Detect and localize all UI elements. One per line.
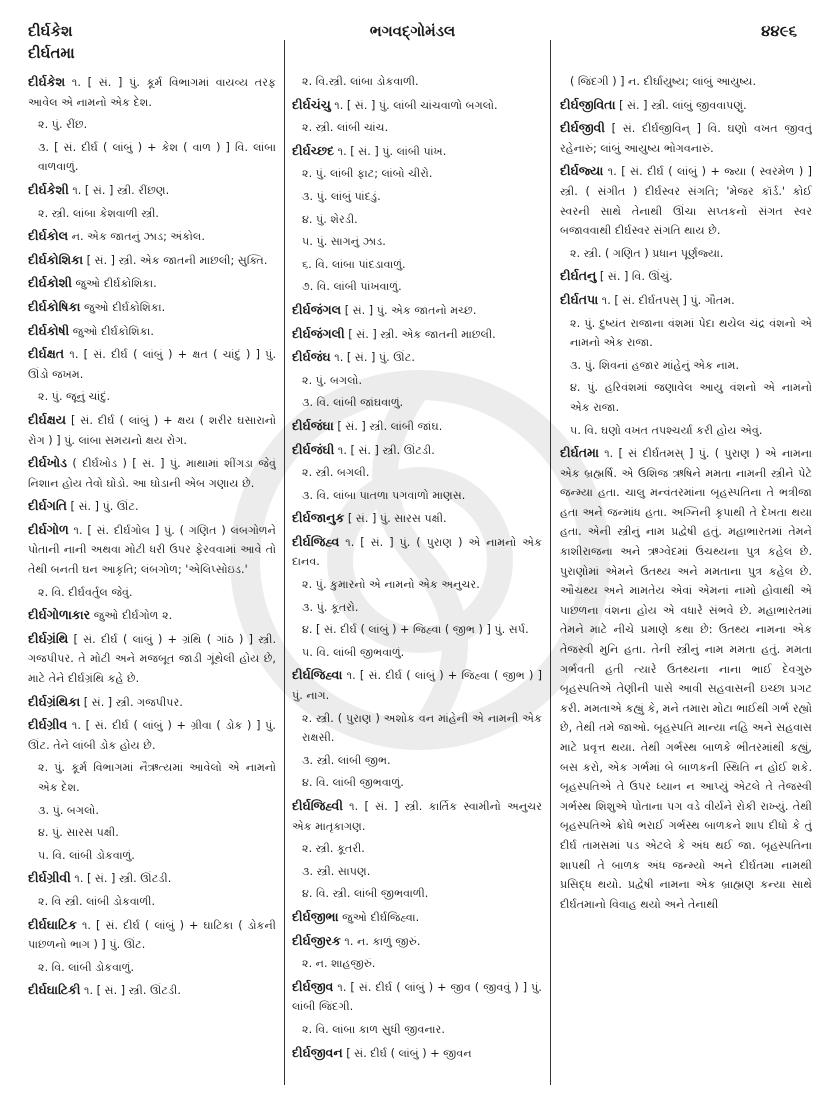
definition-text: [ સં. ] વિ. ઊંચું. [596,270,673,284]
dictionary-entry [28,520,276,580]
headword: દીર્ઘતમા [560,445,599,461]
definition-text: ૨. પું. કુમારનો એ નામનો એક અનુચર. [302,578,480,592]
definition-text: ૭. વિ. લાંબી પાંખવાળું. [302,280,402,294]
definition-text: ૫. વિ. લાંબી જીભવાળું. [302,645,405,659]
definition-text: ( દીર્ઘખોડ ) [ સં. ] પું. માથામાં શીંગડા જેવું નિશાન હોય તેવો ઘોડો. આ ઘોડાની એબ ગણાય છે. [28,457,276,490]
column-divider [550,40,551,1085]
headword: દીર્ઘગ્રંથિકા [28,693,81,709]
definition-text: ૧. [ સં. ] સ્ત્રી. ઊંટડી. [334,443,435,457]
headword: દીર્ઘકેશી [28,181,69,197]
headword: દીર્ઘચ્છદ [292,142,335,158]
dictionary-entry [292,977,542,1017]
definition-text: ન. એક જાતનું ઝાડ; અંકોલ. [68,230,205,244]
headword: દીર્ઘકોશિકા [28,251,84,267]
definition-text: ૪. પું. શેરડી. [302,212,358,226]
dictionary-entry [28,692,276,713]
column-3 [560,72,812,1092]
headword: દીર્ઘજ્યા [560,163,604,179]
definition-text: [ સં. ] સ્ત્રી. લાંબું જીવવાપણું. [615,98,747,112]
entry-sense [292,210,542,230]
definition-text: [ સં. ] સ્ત્રી. ગજપીપર. [80,695,183,709]
headword: દીર્ઘજિહ્વા [292,667,343,683]
entry-sense [292,643,542,663]
headword: દીર્ઘગ્રંથિ [28,630,69,646]
page-header [0,0,825,62]
definition-text: ૩. સ્ત્રી. લાંબી જીભ. [302,753,391,767]
entry-sense [28,846,276,866]
headword: દીર્ઘજીવિતા [560,96,616,112]
entry-sense [28,387,276,407]
headword: દીર્ઘજંઘ [292,349,331,365]
entry-sense [28,823,276,843]
definition-text: ૨. સ્ત્રી. ( પુરાણ ) અશોક વન માંહેની એ નામની એક રાક્ષસી. [302,711,542,745]
headword: દીર્ઘગોળાકાર [28,607,91,623]
entry-sense [560,244,812,264]
definition-text: ૧. [ સં. દીર્ઘ ( લાંબું ) + જિહ્વા ( જીભ ) ] પું. નાગ. [292,669,542,703]
definition-text: ૩. વિ. લાંબા પાતળા પગવાળો માણસ. [302,488,466,502]
dictionary-entry [292,532,542,572]
definition-text: [ સં. ] સ્ત્રી. એક જાતની માછલી; સુક્તિ. [83,253,268,267]
headword: દીર્ઘકોષિકા [28,298,81,314]
entry-sense [292,884,542,904]
headword: દીર્ઘક્ષય [28,411,67,427]
definition-text: ૩. પું. કૂતરો. [302,600,359,614]
definition-text: જુઓ દીર્ઘકોશિકા. [80,300,166,314]
headword: દીર્ઘજિહ્વ [292,533,340,549]
headword: દીર્ઘક્ષત [28,346,65,362]
dictionary-entry [28,410,276,450]
headword: દીર્ઘજિહ્વી [292,798,343,813]
definition-text: ૧. [ સં. દીર્ઘ ( લાંબું ) + ગ્રીવા ( ડોક ) ] પું. ઊંટ. તેને લાંબી ડોક હોય છે. [28,719,276,752]
definition-text: ૧. [ સં. ] સ્ત્રી. ઊંટડી. [70,872,172,886]
dictionary-entry [28,273,276,294]
headword: દીર્ઘકેશ [28,74,66,89]
definition-text: ૩. વિ. લાંબી જાંઘવાળું. [302,396,404,410]
definition-text: ૧. [ સં. દીર્ઘ ( લાંબું ) + ઘાટિકા ( ડોકની પાછળનો ભાગ ) ] પું. ઊંટ. [28,918,276,952]
definition-text: ૧. [ સં. દીર્ઘ ( લાંબું ) + જ્યા ( સ્વરમેળ ) ] સ્ત્રી. ( સંગીત ) દીર્ઘસ્વર સંગતિ; 'મેજર કૉર્ડ.' કોઈ સ્વરની સાથે તેનાથી ઊંચા સપ્તકનો સંગત સ્વર બજાવવાથી દીર્ઘસ્વર સંગતિ થાય છે. [560,165,812,238]
dictionary-entry [560,266,812,287]
dictionary-entry [292,324,542,345]
headword: દીર્ઘઘાટિક [28,916,77,932]
definition-text: ૨. પું. લાંબી ફાટ; લાંબો ચીરો. [302,167,433,181]
dictionary-entry [292,1043,542,1064]
definition-text: ૨. સ્ત્રી. લાંબી ચાંચ. [302,121,389,135]
headword: દીર્ઘચંચુ [292,96,331,112]
definition-text: ૧. [ સં દીર્ઘતમસ્ ] પું. ( પુરાણ ) એ નામના એક બ્રહ્મર્ષિ. એ ઉશિજ ઋષિને મમતા નામની સ્ત્રીને પેટે જન્મ્યા હતા. ચાલુ મન્વંતરમાંના બૃહસ્પતિના તે ભત્રીજા હતા અને જન્માંધ હતા. અગ્નિની કૃપાથી તે દેખતા થયા હતા. એની સ્ત્રીનું નામ પ્રદ્વેષી હતું. મહાભારતમાં તેમને કાશીરાજના અને ઋગ્વેદમાં ઉચથ્યના પુત્ર કહેલ છે. પુરાણોમાં એમને ઉતથ્ય અને મમતાના પુત્ર કહેલ છે. ઔચથ્ય અને મામતેય એવાં એમનાં નામો હોવાથી એ પાછળના વંશના હોય એ વધારે સંભવે છે. મહાભારતમાં તેમને માટે નીચે પ્રમાણે કથા છે: ઉતથ્ય નામના એક તેજસ્વી મુનિ હતા. તેની સ્ત્રીનું નામ મમતા હતું. મમતા ગર્ભવતી હતી ત્યારે ઉતથ્યના નાના ભાઈ દેવગુરુ બૃહસ્પતિએ તેણીની પાસે આવી સહવાસની ઇચ્છા પ્રગટ કરી. મમતાએ કહ્યું કે, મને તમારા મોટા ભાઈથી ગર્ભ રહ્યો છે, તેથી તમે જાઓ. બૃહસ્પતિ માન્યા નહિ અને સહવાસ માટે પ્રવૃત્ત થયા. તેથી ગર્ભસ્થ બાળકે ભીતરમાંથી કહ્યું, બસ કરો, એક ગર્ભમાં બે બાળકની સ્થિતિ ન હોઈ શકે. બૃહસ્પતિએ તે ઉપર ધ્યાન ન આપ્યું એટલે તે તેજસ્વી ગર્ભસ્થ શિશુએ પોતાના પગ વડે વીર્યને રોકી રાખ્યું. તેથી બૃહસ્પતિએ ક્રોધે ભરાઈ ગર્ભસ્થ બાળકને શાપ દીધો કે તું દીર્ઘ તામસમાં પડ એટલે કે અંધ થઈ જા. બૃહસ્પતિના શાપથી તે બાળક અંધ જન્મ્યો અને દીર્ઘતમા નામથી પ્રસિદ્ધ થયો. પ્રદ્વેષી નામના એક બ્રાહ્મણ કન્યા સાથે દીર્ઘતમાનો વિવાહ થયો અને તેનાથી [560,447,812,911]
definition-text: ૫. વિ. લાંબી ડોકવાળું. [38,848,135,862]
entry-sense [292,277,542,297]
dictionary-entry [28,297,276,318]
headword: દીર્ઘજીવી [560,120,605,136]
dictionary-entry [28,868,276,889]
headword: દીર્ઘઘાટિકી [28,982,81,998]
definition-text: ૨. પું. દુષ્યંત રાજાના વંશમાં પેદા થયેલ ચંદ્ર વંશનો એ નામનો એક રાજા. [570,316,812,350]
definition-text: ૩. પું. શિવનાં હજાર માંહેનું એક નામ. [570,358,740,372]
headword: દીર્ઘતપા [560,291,599,307]
entry-sense [292,954,542,974]
definition-text: ૧. ન. કાળું જીરું. [340,934,421,948]
dictionary-entry [292,300,542,321]
definition-text: ૫. પું. સાગનું ઝાડ. [302,235,386,249]
entry-sense [28,583,276,603]
definition-text: ૪. વિ. સ્ત્રી. લાંબી જીભવાળી. [302,887,429,901]
definition-text: ૧. [ સં. દીર્ઘતપસ્ ] પું. ગૌતમ. [598,293,735,307]
definition-text: ૧. [ સં. ] સ્ત્રી. ઊંટડી. [80,984,181,998]
entry-sense [292,751,542,771]
dictionary-entry [292,796,542,836]
definition-text: જુઓ દીર્ઘજિહ્વા. [338,910,420,924]
definition-text: ૨. સ્ત્રી. કૂતરી. [302,842,365,856]
definition-text: ૩. સ્ત્રી. સાપણ. [302,864,371,878]
definition-text: ૫. વિ. ઘણો વખત તપશ્ચર્યા કરી હોય એવું. [570,423,763,437]
entry-sense [292,839,542,859]
definition-text: ૨. પું. બગલો. [302,373,363,387]
definition-text: ૧. [ સં. ] સ્ત્રી. રીંછણ. [68,183,170,197]
definition-text: ૧. [ સં. ] પું. કૂર્મ વિભાગમાં વાયવ્ય તરફ આવેલ એ નામનો એક દેશ. [28,76,276,109]
entry-sense [292,371,542,391]
dictionary-entry [28,344,276,384]
dictionary-entry [28,629,276,689]
dictionary-entry [292,141,542,162]
entry-sense [292,72,542,92]
dictionary-entry [28,321,276,342]
entry-sense [292,773,542,793]
headword: દીર્ઘજીરક [292,932,341,948]
entry-sense [292,709,542,748]
headword: દીર્ઘજંગલી [292,325,345,341]
entry-sense [28,138,276,177]
headword: દીર્ઘખોડ [28,455,67,471]
dictionary-entry [28,453,276,493]
entry-sense [560,356,812,376]
dictionary-entry [292,95,542,116]
definition-text: ૧. [ સં. ] પું. લાંબી પાંખ. [334,144,447,158]
definition-text: ૧. [ સં. દીર્ઘ ( લાંબું ) + જીવ ( જીવવું ) ] પું. લાંબી જિંદગી. [292,980,542,1014]
dictionary-entry [292,508,542,529]
definition-text: ૬. વિ. લાંબા પાંદડાવાળું. [302,257,406,271]
running-title: ભગવદ્ગોમંડલ [369,22,456,40]
entry-sense [292,164,542,184]
definition-text: ૨. વિ. લાંબા કાળ સુધી જીવનાર. [302,1022,445,1036]
definition-text: ( જિંદગી ) ] ન. દીર્ઘાયુષ્ય; લાંબું આયુષ્ય. [570,75,757,88]
entry-sense [28,115,276,135]
entry-sense [560,314,812,353]
definition-text: [ સં. દીર્ઘજીવિન્ ] વિ. ઘણો વખત જીવતું રહેનારું; લાંબું આયુષ્ય ભોગવનારું. [560,122,812,155]
entry-sense [28,892,276,912]
column-1 [28,72,276,1092]
dictionary-entry [560,118,812,158]
entry-sense [292,463,542,483]
definition-text: ૨. ન. શાહજીરું. [302,957,376,971]
dictionary-entry [292,416,542,437]
definition-text: ૨. સ્ત્રી. ( ગણિત ) પ્રધાન પૂર્ણજ્યા. [570,246,724,260]
definition-text: ૨. સ્ત્રી. લાંબા કેશવાળી સ્ત્રી. [38,206,159,220]
entry-sense [292,255,542,275]
definition-text: [ સં. દીર્ઘ ( લાંબું ) + ગ્રંથિ ( ગાંઠ ) ] સ્ત્રી. ગજપીપર. તે મોટી અને મજબૂત જાડી ગૂંથેલી હોય છે, માટે તેને દીર્ઘગ્રંથિ કહે છે. [28,632,276,686]
entry-sense [292,486,542,506]
dictionary-entry [28,496,276,517]
definition-text: [ સં. દીર્ઘ ( લાંબું ) + ક્ષય ( શરીર ઘસારાનો રોગ ) ] પું. લાંબા સમયનો ક્ષય રોગ. [28,413,276,447]
headword: દીર્ઘજીવ [292,978,334,994]
running-head-first-word: દીર્ઘકેશ [28,22,73,40]
definition-text: ૨. વિ. લાંબી ડોકવાળું. [38,960,135,974]
definition-text: ૧. [ સં. ] સ્ત્રી. કાર્તિક સ્વામીનો અનુચર એક માતૃકાગણ. [292,800,542,833]
entry-sense [292,1020,542,1040]
entry-sense [28,204,276,224]
dictionary-entry [292,931,542,952]
entry-sense [292,862,542,882]
entry-sense [28,801,276,821]
definition-text: જુઓ દીર્ઘગોળ ૨. [90,609,173,623]
headword: દીર્ઘજંઘા [292,417,334,433]
definition-text: ૧. [ સં. ] પું. ઊંટ. [330,351,415,365]
headword: દીર્ઘજાનુક [292,510,345,526]
headword: દીર્ઘતનુ [560,268,597,284]
definition-text: ૨. વિ.સ્ત્રી. લાંબા ડોકવાળી. [302,75,419,88]
definition-text: ૩. પું. બગલો. [38,803,99,817]
entry-sense [28,958,276,978]
headword: દીર્ઘજંઘી [292,441,335,457]
headword: દીર્ઘકોષી [28,322,70,338]
dictionary-entry [28,250,276,271]
definition-text: ૧. [ સં. ] પું. ( પુરાણ ) એ નામનો એક દાનવ. [292,535,542,569]
headword: દીર્ઘજીવન [292,1044,343,1060]
column-divider [284,40,285,1085]
entry-sense [292,118,542,138]
dictionary-entry [560,443,812,914]
dictionary-entry [28,605,276,626]
dictionary-entry [28,72,276,112]
dictionary-entry [28,180,276,201]
dictionary-entry [560,290,812,311]
headword: દીર્ઘકોલ [28,228,69,244]
definition-text: ૪. [ સં. દીર્ઘ ( લાંબું ) + જિહ્વા ( જીભ ) ] પું. સર્પ. [302,623,529,637]
column-2 [292,72,542,1092]
dictionary-entry [292,347,542,368]
definition-text: [ સં. ] પું. ઊંટ. [66,500,139,514]
dictionary-entry [292,440,542,461]
definition-text: [ સં. ] સ્ત્રી. એક જાતની માછલી. [344,327,496,341]
definition-text: [ સં. ] પું. એક જાતનો મચ્છ. [341,303,477,317]
definition-text: ૪. વિ. લાંબી જીભવાળું. [302,776,404,790]
definition-text: [ સં. ] સ્ત્રી. લાંબી જાંઘ. [333,419,443,433]
entry-sense [560,72,812,92]
entry-sense [292,620,542,640]
definition-text: ૨. સ્ત્રી. બગલી. [302,466,370,480]
headword: દીર્ઘજંગલ [292,301,342,317]
dictionary-entry [28,715,276,755]
dictionary-entry [28,226,276,247]
definition-text: ૨. પું. રીંછ. [38,118,88,132]
headword: દીર્ઘગતિ [28,498,67,514]
headword: દીર્ઘગોળ [28,521,69,537]
headword: દીર્ઘજીભા [292,908,339,924]
page-number: ૪૪૯૬ [761,22,797,40]
dictionary-entry [560,95,812,116]
running-head-last-word: દીર્ઘતમા [28,44,75,62]
definition-text: [ સં. દીર્ઘ ( લાંબું ) + જીવન [342,1046,472,1060]
dictionary-entry [28,915,276,955]
entry-sense [560,378,812,417]
entry-sense [292,393,542,413]
entry-sense [292,598,542,618]
definition-text: જુઓ દીર્ઘકોશિકા. [71,277,157,291]
definition-text: જુઓ દીર્ઘકોશિકા. [69,324,154,338]
headword: દીર્ઘગ્રીવી [28,870,71,886]
definition-text: ૧. [ સં. ] પું. લાંબી ચાંચવાળો બગલો. [330,98,498,112]
definition-text: ૨. વિ સ્ત્રી. લાંબી ડોકવાળી. [38,894,156,908]
entry-sense [292,232,542,252]
definition-text: [ સં. ] પું. સારસ પક્ષી. [344,512,447,526]
definition-text: ૩. પું. લાંબું પાંદડું. [302,189,381,203]
headword: દીર્ઘગ્રીવ [28,717,68,733]
definition-text: ૨. વિ. દીર્ઘવર્તુલ જેવું. [38,585,133,599]
definition-text: ૪. પું. હરિવંશમાં જણાવેલ આયુ વંશનો એ નામનો એક રાજા. [570,381,812,414]
entry-sense [292,187,542,207]
headword: દીર્ઘકોશી [28,275,72,291]
definition-text: ૪. પું. સારસ પક્ષી. [38,826,119,840]
definition-text: ૩. [ સં. દીર્ઘ ( લાંબું ) + કેશ ( વાળ ) ] વિ. લાંબા વાળવાળું. [38,140,276,174]
definition-text: ૨. પું. જૂનું ચાંદું. [38,390,111,404]
definition-text: ૧. [ સં. દીર્ઘ ( લાંબું ) + ક્ષત ( ચાંદું ) ] પું. ઊંડો જખમ. [28,348,276,381]
dictionary-entry [560,161,812,240]
definition-text: ૨. પું. કૂર્મ વિભાગમાં નૈઋત્યમાં આવેલો એ નામનો એક દેશ. [38,761,276,794]
entry-sense [292,575,542,595]
dictionary-entry [292,907,542,928]
entry-sense [560,421,812,441]
dictionary-entry [292,665,542,705]
definition-text: ૧. [ સં. દીર્ઘગોલ ] પું. ( ગણિત ) લંબગોળને પોતાની નાની અથવા મોટી ધરી ઉપર ફેરવવામાં આવે તો તેથી બનતી ઘન આકૃતિ; લંબગોળ; 'એલિપ્સોઇડ.' [28,523,276,577]
dictionary-entry [28,980,276,1001]
entry-sense [28,758,276,797]
